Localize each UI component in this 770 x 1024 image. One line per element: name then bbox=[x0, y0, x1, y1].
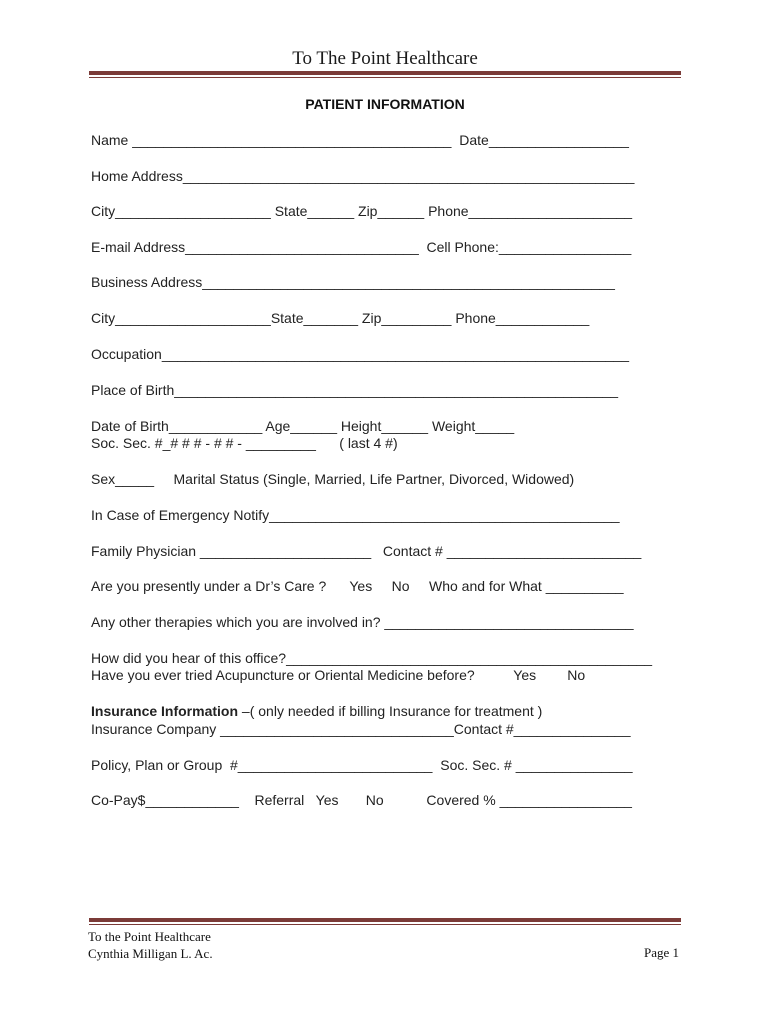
form-title: PATIENT INFORMATION bbox=[305, 96, 465, 112]
policy-soc-sec-line[interactable]: Policy, Plan or Group #_________________________ Soc. Sec. # _______________ bbox=[91, 757, 633, 773]
page-number: Page 1 bbox=[643, 945, 679, 960]
acupuncture-before-line[interactable]: Have you ever tried Acupuncture or Oriental Medicine before? Yes No bbox=[91, 667, 586, 683]
home-address-line[interactable]: Home Address__________________________________________________________ bbox=[91, 168, 635, 184]
insurance-heading-line bbox=[91, 703, 542, 719]
business-city-state-zip-phone-line[interactable]: City____________________State_______ Zip_________ Phone____________ bbox=[91, 310, 590, 326]
referral-source-line[interactable]: How did you hear of this office?_______________________________________________ bbox=[91, 650, 653, 666]
header-divider bbox=[89, 71, 681, 78]
emergency-contact-line[interactable]: In Case of Emergency Notify_____________________________________________ bbox=[91, 507, 620, 523]
footer-practice-name: To the Point Healthcare bbox=[88, 929, 211, 944]
business-address-line[interactable]: Business Address_____________________________________________________ bbox=[91, 274, 615, 290]
insurance-note: –( only needed if billing Insurance for treatment ) bbox=[238, 703, 543, 719]
document-header-title: To The Point Healthcare bbox=[292, 48, 478, 69]
family-physician-line[interactable]: Family Physician ______________________ Contact # _________________________ bbox=[91, 543, 642, 559]
insurance-company-line[interactable]: Insurance Company ______________________________Contact #_______________ bbox=[91, 721, 631, 737]
sex-marital-status-line[interactable]: Sex_____ Marital Status (Single, Married, Life Partner, Divorced, Widowed) bbox=[91, 471, 575, 487]
insurance-heading: Insurance Information bbox=[91, 703, 239, 719]
copay-referral-line[interactable]: Co-Pay$____________ Referral Yes No Covered % _________________ bbox=[91, 792, 632, 808]
dob-age-height-weight-line[interactable]: Date of Birth____________ Age______ Height______ Weight_____ bbox=[91, 418, 515, 434]
email-cell-phone-line[interactable]: E-mail Address______________________________ Cell Phone:_________________ bbox=[91, 239, 632, 255]
footer-divider bbox=[89, 918, 681, 925]
other-therapies-line[interactable]: Any other therapies which you are involved in? ________________________________ bbox=[91, 614, 634, 630]
doctor-care-line[interactable]: Are you presently under a Dr’s Care ? Yes No Who and for What __________ bbox=[91, 578, 624, 594]
footer-practitioner: Cynthia Milligan L. Ac. bbox=[88, 946, 213, 961]
place-of-birth-line[interactable]: Place of Birth_________________________________________________________ bbox=[91, 382, 619, 398]
occupation-line[interactable]: Occupation____________________________________________________________ bbox=[91, 346, 629, 362]
soc-sec-line[interactable]: Soc. Sec. #_# # # - # # - _________ ( last 4 #) bbox=[91, 435, 398, 451]
footer-info bbox=[88, 928, 213, 962]
city-state-zip-phone-line[interactable]: City____________________ State______ Zip______ Phone_____________________ bbox=[91, 203, 633, 219]
name-date-line[interactable]: Name _________________________________________ Date__________________ bbox=[91, 132, 629, 148]
